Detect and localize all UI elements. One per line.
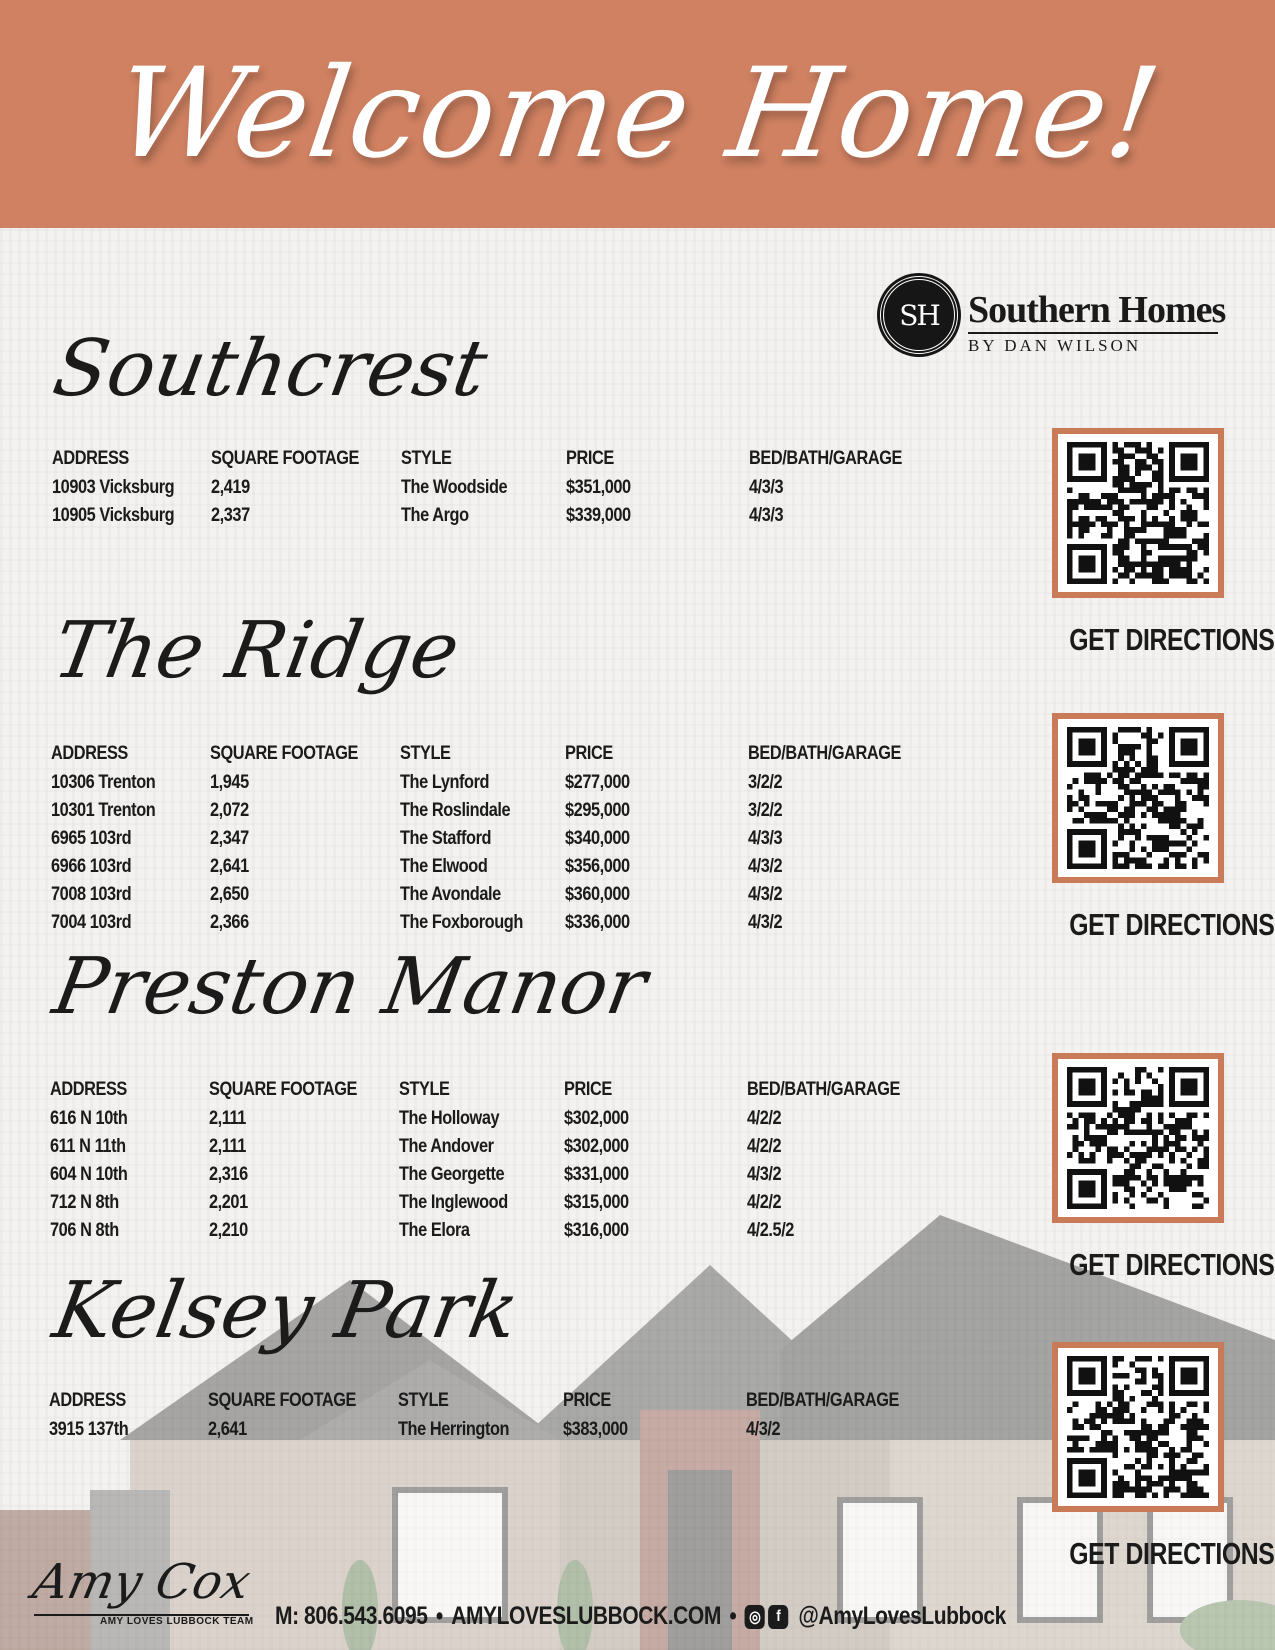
- community-name: Kelsey Park: [46, 1266, 526, 1356]
- qr-code[interactable]: [1052, 428, 1224, 598]
- listing-cell: 10905 Vicksburg: [52, 505, 175, 526]
- bbg-column: [748, 740, 926, 937]
- qr-code[interactable]: [1052, 1053, 1224, 1223]
- listing-cell: 2,347: [210, 828, 249, 849]
- listing-cell: The Argo: [401, 505, 469, 526]
- listing-cell: $302,000: [564, 1136, 629, 1157]
- listing-cell: $302,000: [564, 1108, 629, 1129]
- listing-cell: 2,316: [209, 1164, 248, 1185]
- listing-cell: 2,111: [209, 1108, 246, 1129]
- get-directions-label[interactable]: GET DIRECTIONS: [1069, 1247, 1275, 1282]
- listing-cell: The Foxborough: [400, 912, 523, 933]
- listing-cell: 2,210: [209, 1220, 248, 1241]
- listing-cell: The Elwood: [400, 856, 488, 877]
- listing-cell: 4/3/2: [746, 1419, 781, 1440]
- listing-cell: 706 N 8th: [50, 1220, 119, 1241]
- listing-cell: The Woodside: [401, 477, 508, 498]
- listing-cell: 7004 103rd: [51, 912, 132, 933]
- community-preston-manor: [46, 942, 948, 1032]
- listing-cell: 604 N 10th: [50, 1164, 128, 1185]
- listing-cell: 7008 103rd: [51, 884, 132, 905]
- listing-cell: 2,072: [210, 800, 249, 821]
- listing-table-the-ridge: [51, 740, 951, 937]
- listing-cell: 611 N 11th: [50, 1136, 126, 1157]
- listing-table-preston-manor: [50, 1076, 950, 1245]
- address-column: [49, 1387, 141, 1444]
- agent-signature: Amy Cox: [28, 1554, 256, 1610]
- column-header: ADDRESS: [52, 448, 129, 469]
- listing-cell: 3/2/2: [748, 772, 783, 793]
- column-header: STYLE: [398, 1390, 449, 1411]
- listing-cell: 10306 Trenton: [51, 772, 156, 793]
- price-column: [566, 445, 641, 530]
- community-name: Southcrest: [46, 324, 494, 414]
- listing-cell: $340,000: [565, 828, 630, 849]
- listing-cell: $339,000: [566, 505, 631, 526]
- listing-cell: 2,641: [210, 856, 249, 877]
- address-column: [52, 445, 194, 530]
- listing-cell: 1,945: [210, 772, 249, 793]
- listing-cell: 4/2/2: [747, 1136, 782, 1157]
- listing-cell: 10301 Trenton: [51, 800, 156, 821]
- listing-cell: The Lynford: [400, 772, 490, 793]
- listing-cell: 2,111: [209, 1136, 246, 1157]
- team-name: AMY LOVES LUBBOCK TEAM: [100, 1616, 254, 1627]
- listing-cell: The Stafford: [400, 828, 492, 849]
- listing-cell: The Holloway: [399, 1108, 500, 1129]
- price-column: [565, 740, 640, 937]
- listing-cell: 616 N 10th: [50, 1108, 128, 1129]
- listing-cell: $356,000: [565, 856, 630, 877]
- listing-cell: 6965 103rd: [51, 828, 132, 849]
- listing-cell: 2,419: [211, 477, 250, 498]
- bbg-column: [749, 445, 927, 530]
- community-name: Preston Manor: [46, 942, 653, 1032]
- listing-cell: 4/3/3: [748, 828, 783, 849]
- price-column: [564, 1076, 639, 1245]
- qr-code[interactable]: [1052, 1342, 1224, 1512]
- logo-name: Southern Homes: [968, 289, 1226, 331]
- logo-divider: [968, 332, 1218, 334]
- column-header: PRICE: [565, 743, 613, 764]
- listing-cell: The Roslindale: [400, 800, 511, 821]
- column-header: SQUARE FOOTAGE: [210, 743, 359, 764]
- community-southcrest: [46, 324, 948, 414]
- sqft-column: [209, 1076, 381, 1245]
- column-header: STYLE: [401, 448, 452, 469]
- style-column: [398, 1387, 527, 1444]
- listing-cell: 4/3/3: [749, 505, 784, 526]
- listing-cell: 4/3/3: [749, 477, 784, 498]
- separator: •: [729, 1602, 737, 1630]
- listing-cell: The Georgette: [399, 1164, 505, 1185]
- style-column: [401, 445, 524, 530]
- get-directions-label[interactable]: GET DIRECTIONS: [1069, 907, 1275, 942]
- community-the-ridge: [46, 606, 948, 696]
- listing-table-southcrest: [52, 445, 952, 530]
- column-header: SQUARE FOOTAGE: [208, 1390, 357, 1411]
- bbg-column: [747, 1076, 925, 1245]
- listing-cell: 2,650: [210, 884, 249, 905]
- listing-table-kelsey-park: [49, 1387, 949, 1444]
- facebook-icon[interactable]: f: [768, 1605, 788, 1629]
- listing-cell: $336,000: [565, 912, 630, 933]
- community-kelsey-park: [46, 1266, 948, 1356]
- website-link[interactable]: AMYLOVESLUBBOCK.COM: [451, 1602, 721, 1630]
- column-header: SQUARE FOOTAGE: [209, 1079, 358, 1100]
- social-handle[interactable]: @AmyLovesLubbock: [798, 1602, 1006, 1630]
- style-column: [400, 740, 543, 937]
- address-column: [50, 1076, 140, 1245]
- price-column: [563, 1387, 638, 1444]
- listing-cell: 2,366: [210, 912, 249, 933]
- column-header: PRICE: [563, 1390, 611, 1411]
- listing-cell: $277,000: [565, 772, 630, 793]
- column-header: BED/BATH/GARAGE: [749, 448, 903, 469]
- qr-block-the-ridge: [1052, 713, 1275, 943]
- bbg-column: [746, 1387, 924, 1444]
- column-header: BED/BATH/GARAGE: [746, 1390, 900, 1411]
- column-header: STYLE: [399, 1079, 450, 1100]
- contact-line: [275, 1602, 1006, 1631]
- listing-cell: 4/2/2: [747, 1108, 782, 1129]
- listing-cell: $316,000: [564, 1220, 629, 1241]
- community-name: The Ridge: [46, 606, 466, 696]
- column-header: PRICE: [564, 1079, 612, 1100]
- banner-title: Welcome Home!: [106, 42, 1169, 186]
- sqft-column: [208, 1387, 380, 1444]
- listing-cell: 2,337: [211, 505, 250, 526]
- listing-cell: $383,000: [563, 1419, 628, 1440]
- listing-cell: 4/2.5/2: [747, 1220, 794, 1241]
- listing-cell: 10903 Vicksburg: [52, 477, 175, 498]
- listing-cell: 4/3/2: [748, 884, 783, 905]
- qr-code[interactable]: [1052, 713, 1224, 883]
- footer: [0, 1550, 1275, 1650]
- column-header: ADDRESS: [50, 1079, 127, 1100]
- listing-cell: $315,000: [564, 1192, 629, 1213]
- listing-cell: 3915 137th: [49, 1419, 129, 1440]
- listing-cell: 2,641: [208, 1419, 247, 1440]
- listing-cell: 712 N 8th: [50, 1192, 119, 1213]
- get-directions-label[interactable]: GET DIRECTIONS: [1069, 1536, 1275, 1571]
- welcome-banner: [0, 0, 1275, 228]
- sqft-column: [210, 740, 382, 937]
- column-header: STYLE: [400, 743, 451, 764]
- listing-cell: The Andover: [399, 1136, 494, 1157]
- logo-tagline: BY DAN WILSON: [968, 336, 1142, 355]
- qr-block-kelsey-park: [1052, 1342, 1275, 1572]
- address-column: [51, 740, 172, 937]
- listing-cell: 4/3/2: [748, 912, 783, 933]
- instagram-icon[interactable]: ◎: [745, 1605, 765, 1629]
- listing-cell: 4/3/2: [747, 1164, 782, 1185]
- column-header: BED/BATH/GARAGE: [747, 1079, 901, 1100]
- listing-cell: 6966 103rd: [51, 856, 132, 877]
- listing-cell: $331,000: [564, 1164, 629, 1185]
- column-header: ADDRESS: [51, 743, 128, 764]
- column-header: ADDRESS: [49, 1390, 126, 1411]
- listing-cell: The Herrington: [398, 1419, 510, 1440]
- listing-cell: The Avondale: [400, 884, 501, 905]
- phone-number[interactable]: M: 806.543.6095: [275, 1602, 428, 1630]
- column-header: BED/BATH/GARAGE: [748, 743, 902, 764]
- column-header: SQUARE FOOTAGE: [211, 448, 360, 469]
- listing-cell: $351,000: [566, 477, 631, 498]
- listing-cell: 4/3/2: [748, 856, 783, 877]
- listing-cell: The Elora: [399, 1220, 470, 1241]
- qr-block-southcrest: [1052, 428, 1275, 658]
- listing-cell: 3/2/2: [748, 800, 783, 821]
- sqft-column: [211, 445, 383, 530]
- listing-cell: 2,201: [209, 1192, 248, 1213]
- style-column: [399, 1076, 526, 1245]
- qr-block-preston-manor: [1052, 1053, 1275, 1283]
- column-header: PRICE: [566, 448, 614, 469]
- separator: •: [435, 1602, 443, 1630]
- listing-cell: $360,000: [565, 884, 630, 905]
- listing-cell: The Inglewood: [399, 1192, 508, 1213]
- get-directions-label[interactable]: GET DIRECTIONS: [1069, 622, 1275, 657]
- listing-cell: 4/2/2: [747, 1192, 782, 1213]
- listing-cell: $295,000: [565, 800, 630, 821]
- sh-monogram-seal: SH: [880, 276, 958, 354]
